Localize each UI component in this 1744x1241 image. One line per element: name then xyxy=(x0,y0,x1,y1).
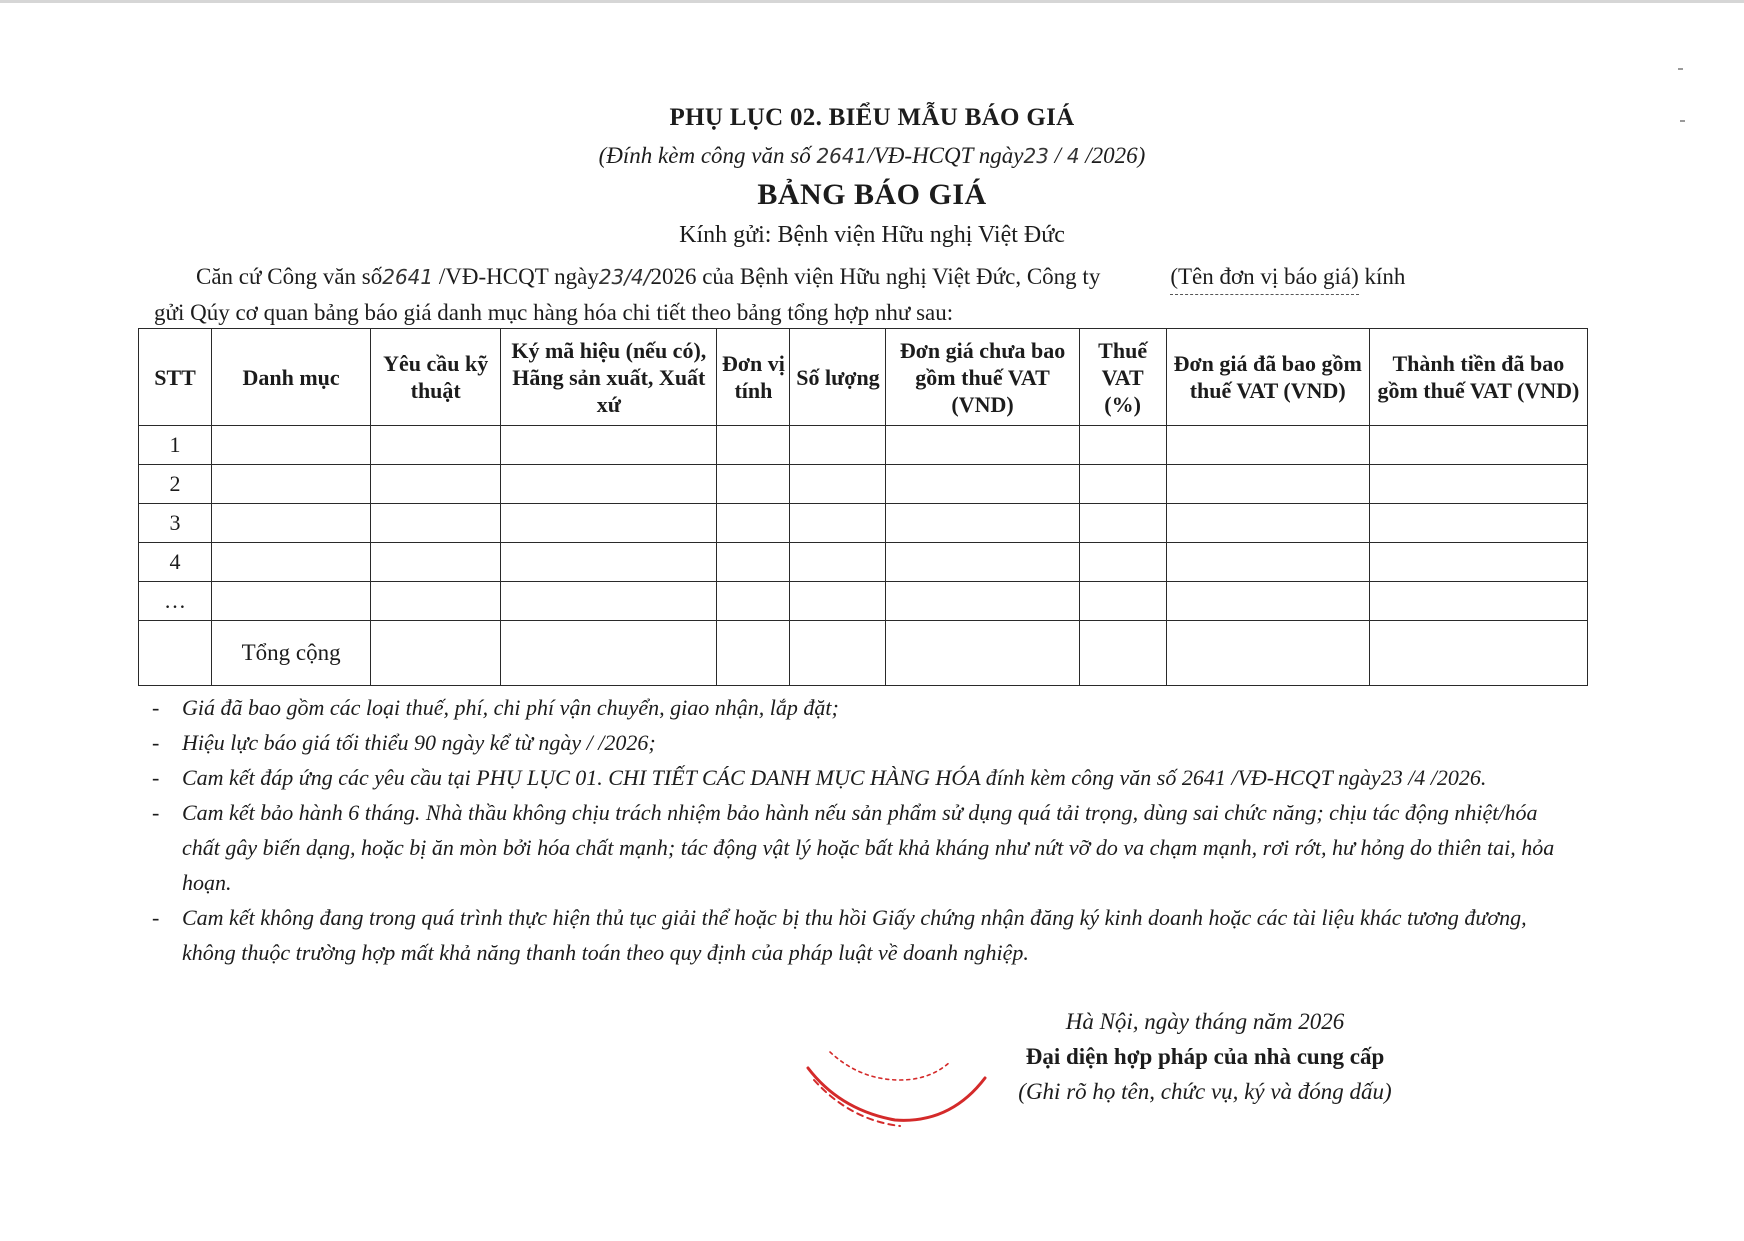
table-cell xyxy=(886,426,1079,465)
handwritten-number: 2641 xyxy=(382,265,434,289)
quotation-table xyxy=(138,328,1588,686)
column-header-total-incl-vat: Thành tiền đã bao gồm thuế VAT (VND) xyxy=(1369,329,1587,426)
table-cell xyxy=(886,465,1079,504)
list-item xyxy=(150,900,1570,970)
list-item xyxy=(150,725,1570,760)
document-title: BẢNG BÁO GIÁ xyxy=(757,178,987,211)
column-header-technical-requirements: Yêu cầu kỹ thuật xyxy=(371,329,501,426)
table-cell xyxy=(1369,426,1587,465)
table-cell xyxy=(1369,543,1587,582)
table-cell xyxy=(717,582,790,621)
attachment-line xyxy=(0,143,1744,169)
table-cell xyxy=(790,465,886,504)
table-header-row xyxy=(139,329,1588,426)
signatory-title: Đại diện hợp pháp của nhà cung cấp xyxy=(1025,1044,1385,1069)
table-cell xyxy=(717,621,790,686)
row-number: 3 xyxy=(139,504,212,543)
scan-top-edge xyxy=(0,0,1744,3)
table-cell xyxy=(790,504,886,543)
table-cell xyxy=(717,426,790,465)
table-cell xyxy=(501,426,717,465)
handwritten-number: 2641 xyxy=(816,144,868,168)
table-cell xyxy=(501,465,717,504)
table-cell xyxy=(790,426,886,465)
handwritten-day: 23 xyxy=(1023,144,1049,168)
table-cell xyxy=(1079,504,1166,543)
table-cell xyxy=(1369,621,1587,686)
table-cell xyxy=(1079,621,1166,686)
total-row xyxy=(139,621,1588,686)
table-cell xyxy=(371,543,501,582)
appendix-title: PHỤ LỤC 02. BIỂU MẪU BÁO GIÁ xyxy=(669,104,1075,131)
table-row xyxy=(139,504,1588,543)
place-date-line: Hà Nội, ngày tháng năm 2026 xyxy=(1065,1009,1345,1034)
table-cell xyxy=(1369,582,1587,621)
table-cell xyxy=(1166,543,1369,582)
table-cell xyxy=(501,621,717,686)
signature-instruction: (Ghi rõ họ tên, chức vụ, ký và đóng dấu) xyxy=(1018,1079,1392,1104)
table-cell xyxy=(886,504,1079,543)
column-header-model-manufacturer-origin: Ký mã hiệu (nếu có), Hãng sản xuất, Xuất xứ xyxy=(501,329,717,426)
table-cell xyxy=(790,582,886,621)
basis-line-1 xyxy=(154,259,1554,295)
signature-block xyxy=(980,1004,1430,1109)
handwritten-date: 23/4/ xyxy=(598,265,651,289)
table-cell xyxy=(717,543,790,582)
table-cell xyxy=(1166,621,1369,686)
basis-text: kính xyxy=(1358,264,1406,289)
row-number: 2 xyxy=(139,465,212,504)
table-row xyxy=(139,465,1588,504)
table-cell xyxy=(1166,504,1369,543)
table-cell xyxy=(501,543,717,582)
handwritten-month: 4 xyxy=(1066,144,1080,168)
stamp-inner-arc xyxy=(830,1052,950,1080)
stamp-arc xyxy=(808,1068,985,1120)
column-header-unit-price-excl-vat: Đơn giá chưa bao gồm thuế VAT (VND) xyxy=(886,329,1079,426)
table-cell xyxy=(371,465,501,504)
table-cell xyxy=(717,504,790,543)
table-cell xyxy=(886,543,1079,582)
column-header-vat-rate: Thuế VAT (%) xyxy=(1079,329,1166,426)
total-label: Tổng cộng xyxy=(212,621,371,686)
row-number: … xyxy=(139,582,212,621)
basis-text: Căn cứ Công văn số xyxy=(196,264,383,289)
table-cell xyxy=(790,543,886,582)
table-row xyxy=(139,426,1588,465)
table-cell xyxy=(1079,543,1166,582)
list-item xyxy=(150,690,1570,725)
basis-text: 2026 của Bệnh viện Hữu nghị Việt Đức, Công ty xyxy=(650,264,1101,289)
list-item xyxy=(150,760,1570,795)
table-cell xyxy=(371,621,501,686)
column-header-quantity: Số lượng xyxy=(790,329,886,426)
table-cell xyxy=(212,504,371,543)
recipient-line: Kính gửi: Bệnh viện Hữu nghị Việt Đức xyxy=(679,222,1065,248)
scan-speck xyxy=(1678,68,1683,70)
row-number: 1 xyxy=(139,426,212,465)
list-item xyxy=(150,795,1570,900)
row-number: 4 xyxy=(139,543,212,582)
basis-text: /VĐ-HCQT ngày xyxy=(433,264,599,289)
company-name-placeholder: (Tên đơn vị báo giá) xyxy=(1170,259,1358,295)
table-cell xyxy=(371,582,501,621)
note-text: Cam kết bảo hành 6 tháng. Nhà thầu không chịu trách nhiệm bảo hành nếu sản phẩm sử dụng quá tải trọng, dùng sai chức năng; chịu tác động nhiệt/hóa chất gây biến dạng, hoặc bị ăn mòn bởi hóa chất mạnh; tác động vật lý hoặc bất khả kháng như nứt vỡ do va chạm mạnh, rơi rớt, hư hỏng do thiên tai, hỏa hoạn. xyxy=(182,800,1555,895)
table-cell xyxy=(1166,582,1369,621)
bullet-dash: - xyxy=(152,800,160,825)
terms-list xyxy=(150,690,1570,970)
note-text: Cam kết đáp ứng các yêu cầu tại PHỤ LỤC 01. CHI TIẾT CÁC DANH MỤC HÀNG HÓA đính kèm công văn số 2641 /VĐ-HCQT ngày23 /4 /2026. xyxy=(182,765,1487,790)
bullet-dash: - xyxy=(152,765,160,790)
bullet-dash: - xyxy=(152,730,160,755)
table-cell xyxy=(212,543,371,582)
attachment-mid: /VĐ-HCQT ngày xyxy=(867,143,1024,168)
table-cell xyxy=(371,426,501,465)
table-row xyxy=(139,543,1588,582)
table-cell xyxy=(1369,465,1587,504)
table-cell xyxy=(1079,465,1166,504)
bullet-dash: - xyxy=(152,695,160,720)
table-cell xyxy=(212,465,371,504)
red-stamp-mark xyxy=(800,1040,1000,1130)
basis-line-2: gửi Qúy cơ quan bảng báo giá danh mục hàng hóa chi tiết theo bảng tổng hợp như sau: xyxy=(154,300,954,325)
column-header-stt: STT xyxy=(139,329,212,426)
note-text: Cam kết không đang trong quá trình thực hiện thủ tục giải thể hoặc bị thu hồi Giấy chứng nhận đăng ký kinh doanh hoặc các tài liệu khác tương đương, không thuộc trường hợp mất khả năng thanh toán theo quy định của pháp luật về doanh nghiệp. xyxy=(182,905,1527,965)
column-header-unit-price-incl-vat: Đơn giá đã bao gồm thuế VAT (VND) xyxy=(1166,329,1369,426)
table-cell xyxy=(501,582,717,621)
table-cell xyxy=(212,426,371,465)
table-cell xyxy=(1166,426,1369,465)
attachment-sep: / xyxy=(1048,143,1067,168)
table-cell xyxy=(886,582,1079,621)
table-cell xyxy=(1079,426,1166,465)
table-cell xyxy=(717,465,790,504)
table-cell xyxy=(1369,504,1587,543)
table-cell xyxy=(886,621,1079,686)
column-header-category: Danh mục xyxy=(212,329,371,426)
table-cell xyxy=(1079,582,1166,621)
table-cell xyxy=(790,621,886,686)
table-cell xyxy=(1166,465,1369,504)
attachment-suffix: /2026) xyxy=(1079,143,1146,168)
column-header-unit: Đơn vị tính xyxy=(717,329,790,426)
table-cell xyxy=(139,621,212,686)
bullet-dash: - xyxy=(152,905,160,930)
note-text: Hiệu lực báo giá tối thiểu 90 ngày kể từ ngày / /2026; xyxy=(182,730,656,755)
attachment-prefix: (Đính kèm công văn số xyxy=(598,143,817,168)
table-cell xyxy=(501,504,717,543)
table-cell xyxy=(371,504,501,543)
basis-paragraph xyxy=(154,259,1554,330)
table-cell xyxy=(212,582,371,621)
note-text: Giá đã bao gồm các loại thuế, phí, chi phí vận chuyển, giao nhận, lắp đặt; xyxy=(182,695,839,720)
table-row xyxy=(139,582,1588,621)
